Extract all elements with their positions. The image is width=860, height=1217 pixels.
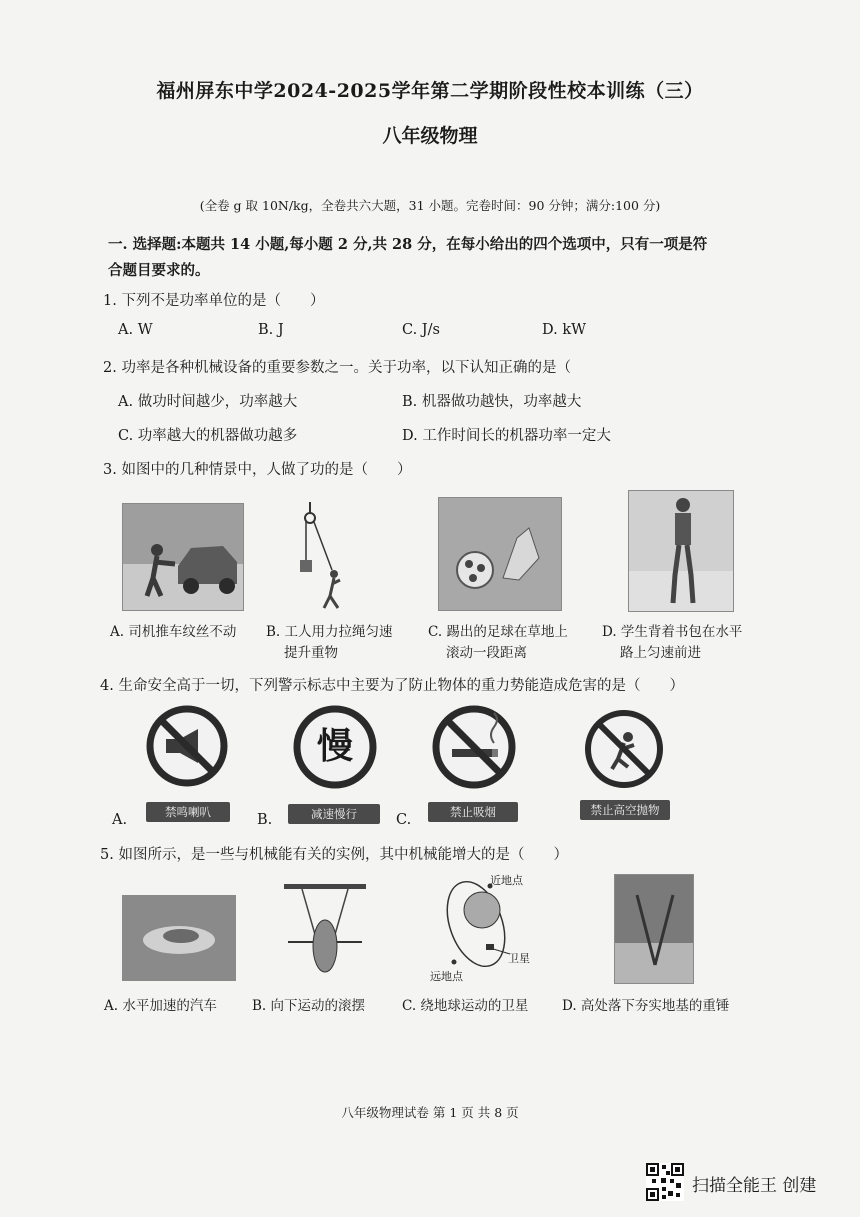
- q2-option-c: C. 功率越大的机器做功越多: [118, 428, 298, 444]
- apogee-label: 远地点: [430, 970, 463, 983]
- q4-label-a: 禁鸣喇叭: [146, 802, 230, 822]
- q3-image-car-push: [122, 503, 244, 611]
- page-footer: 八年级物理试卷 第 1 页 共 8 页: [341, 1105, 519, 1120]
- q2-option-a: A. 做功时间越少，功率越大: [118, 394, 298, 410]
- q5-stem: 5. 如图所示，是一些与机械能有关的实例，其中机械能增大的是（ ）: [100, 847, 568, 863]
- q5-caption-c: C. 绕地球运动的卫星: [402, 998, 529, 1014]
- subject-title: 八年级物理: [382, 125, 478, 147]
- q3-stem: 3. 如图中的几种情景中，人做了功的是（ ）: [103, 462, 412, 478]
- no-smoking-sign-icon: [432, 705, 516, 789]
- q1-option-c: C. J/s: [402, 322, 440, 338]
- q4-letter-c: C.: [396, 812, 412, 828]
- q5-caption-b: B. 向下运动的滚摆: [252, 998, 366, 1014]
- q1-option-d: D. kW: [542, 322, 587, 338]
- q1-option-b: B. J: [258, 322, 284, 338]
- q4-label-c: 禁止吸烟: [428, 802, 518, 822]
- qr-code-icon: [646, 1163, 684, 1201]
- q4-letter-b: B.: [257, 812, 273, 828]
- q5-image-maxwell-pendulum: [280, 882, 370, 982]
- q3-image-football: [438, 497, 562, 611]
- q3-caption-d: D. 学生背着书包在水平 路上匀速前进: [602, 624, 743, 661]
- exam-title: 福州屏东中学2024-2025学年第二学期阶段性校本训练（三）: [156, 80, 704, 102]
- slow-sign-char: 慢: [316, 725, 353, 767]
- q3-image-pulley: [292, 500, 362, 610]
- q3-image-student-walking: [628, 490, 734, 612]
- q4-label-d: 禁止高空抛物: [580, 800, 670, 820]
- exam-note: (全卷 g 取 10N/kg，全卷共六大题，31 小题。完卷时间：90 分钟；满分:100 分): [199, 198, 661, 213]
- perigee-label: 近地点: [490, 874, 523, 887]
- q5-caption-d: D. 高处落下夯实地基的重锤: [562, 998, 730, 1014]
- q3-caption-b: B. 工人用力拉绳匀速 提升重物: [266, 624, 393, 661]
- q1-option-a: A. W: [118, 322, 153, 338]
- no-horn-sign-icon: [146, 705, 228, 787]
- q5-image-rammer: [614, 874, 694, 984]
- q2-option-b: B. 机器做功越快，功率越大: [402, 394, 582, 410]
- section-heading-line1: 一. 选择题:本题共 14 小题,每小题 2 分,共 28 分，在每小给出的四个选项中，只有一项是符: [108, 236, 708, 253]
- no-throwing-sign-icon: [584, 709, 664, 789]
- q1-stem: 1. 下列不是功率单位的是（ ）: [103, 293, 325, 309]
- q5-caption-a: A. 水平加速的汽车: [104, 998, 217, 1014]
- q4-stem: 4. 生命安全高于一切，下列警示标志中主要为了防止物体的重力势能造成危害的是（ ）: [100, 678, 684, 694]
- scanner-watermark: 扫描全能王 创建: [692, 1176, 817, 1196]
- q2-option-d: D. 工作时间长的机器功率一定大: [402, 428, 611, 444]
- q5-image-car: [122, 895, 236, 981]
- q4-letter-a: A.: [112, 812, 128, 828]
- q4-label-b: 减速慢行: [288, 804, 380, 824]
- q3-caption-a: A. 司机推车纹丝不动: [110, 624, 237, 640]
- section-heading-line2: 合题目要求的。: [108, 262, 210, 279]
- satellite-label: 卫星: [508, 952, 530, 965]
- q3-caption-c: C. 踢出的足球在草地上 滚动一段距离: [428, 624, 568, 661]
- q2-stem: 2. 功率是各种机械设备的重要参数之一。关于功率，以下认知正确的是（: [103, 360, 571, 376]
